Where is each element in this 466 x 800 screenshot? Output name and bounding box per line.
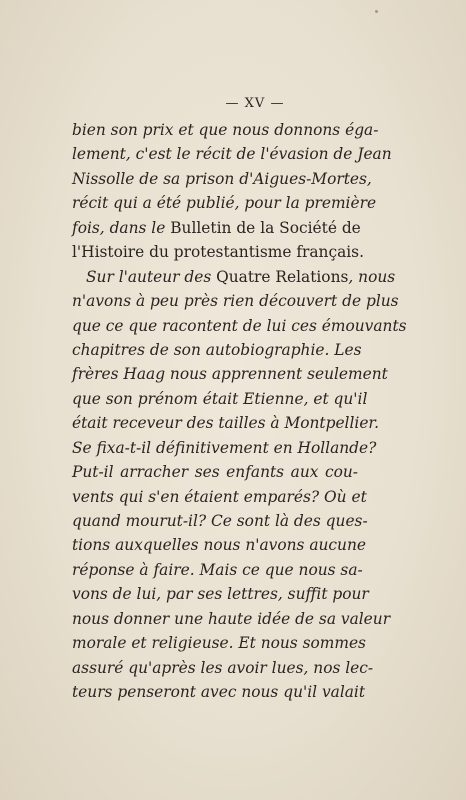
text-run: que ce que racontent de lui ces émouvants: [72, 316, 407, 335]
text-run: teurs penseront avec nous qu'il valait: [72, 683, 366, 702]
text-run: récit qui a été publié, pour la première: [72, 194, 377, 213]
text-line: [72, 387, 368, 411]
text-line: [72, 314, 407, 338]
text-line: [72, 338, 362, 362]
text-run: vents qui s'en étaient emparés? Où et: [72, 487, 367, 506]
text-line: [72, 631, 366, 655]
text-line: [72, 240, 364, 264]
text-line: [72, 656, 374, 680]
page-number: — XV —: [225, 96, 285, 111]
text-line: [72, 607, 391, 631]
text-line: [72, 509, 368, 533]
text-line: [72, 485, 367, 509]
text-line: [72, 460, 358, 484]
text-run: tions auxquelles nous n'avons aucune: [72, 536, 366, 555]
text-run: lement, c'est le récit de l'évasion de Jean: [72, 145, 392, 164]
text-line: [72, 167, 372, 191]
text-line: [72, 289, 399, 313]
text-run: chapitres de son autobiographie. Les: [72, 340, 362, 359]
text-line: [72, 436, 377, 460]
text-line: [72, 582, 369, 606]
text-line: [72, 191, 377, 215]
text-run: quand mourut-il? Ce sont là des ques-: [72, 512, 368, 530]
text-run: fois, dans le: [72, 218, 171, 237]
text-run: réponse à faire. Mais ce que nous sa-: [72, 560, 363, 579]
body-text: [72, 118, 407, 705]
text-run: Quatre Relations: [216, 267, 349, 286]
text-line: [72, 216, 361, 240]
text-run: bien son prix et que nous donnons éga-: [72, 121, 379, 139]
text-run: était receveur des tailles à Montpellier.: [72, 414, 379, 433]
text-run: que son prénom était Etienne, et qu'il: [72, 389, 368, 408]
text-line: [72, 362, 388, 386]
text-line: [72, 142, 392, 166]
text-run: nous donner une haute idée de sa valeur: [72, 609, 391, 628]
text-run: Nissolle de sa prison d'Aigues-Mortes,: [72, 169, 372, 188]
text-run: Bulletin: [170, 218, 232, 237]
text-line: [72, 265, 396, 289]
text-run: Sur l'auteur des: [86, 267, 217, 286]
text-run: Put-il arracher ses enfants aux cou-: [72, 463, 358, 482]
text-line: [72, 411, 379, 435]
text-line: [72, 533, 366, 557]
text-run: vons de lui, par ses lettres, suffit pour: [72, 585, 369, 604]
ink-spot: [375, 10, 378, 13]
text-line: [72, 558, 363, 582]
text-run: la Société de: [260, 218, 361, 237]
text-run: l'Histoire du protestantisme français.: [72, 243, 364, 262]
text-run: frères Haag nous apprennent seulement: [72, 365, 388, 384]
text-run: , nous: [348, 267, 396, 286]
text-run: assuré qu'après les avoir lues, nos lec-: [72, 658, 374, 677]
text-run: n'avons à peu près rien découvert de plus: [72, 292, 399, 311]
text-run: Se fixa-t-il définitivement en Hollande?: [72, 438, 377, 457]
text-line: [72, 680, 366, 704]
text-line: [72, 118, 379, 142]
text-run: de: [231, 218, 261, 237]
text-run: morale et religieuse. Et nous sommes: [72, 634, 366, 653]
